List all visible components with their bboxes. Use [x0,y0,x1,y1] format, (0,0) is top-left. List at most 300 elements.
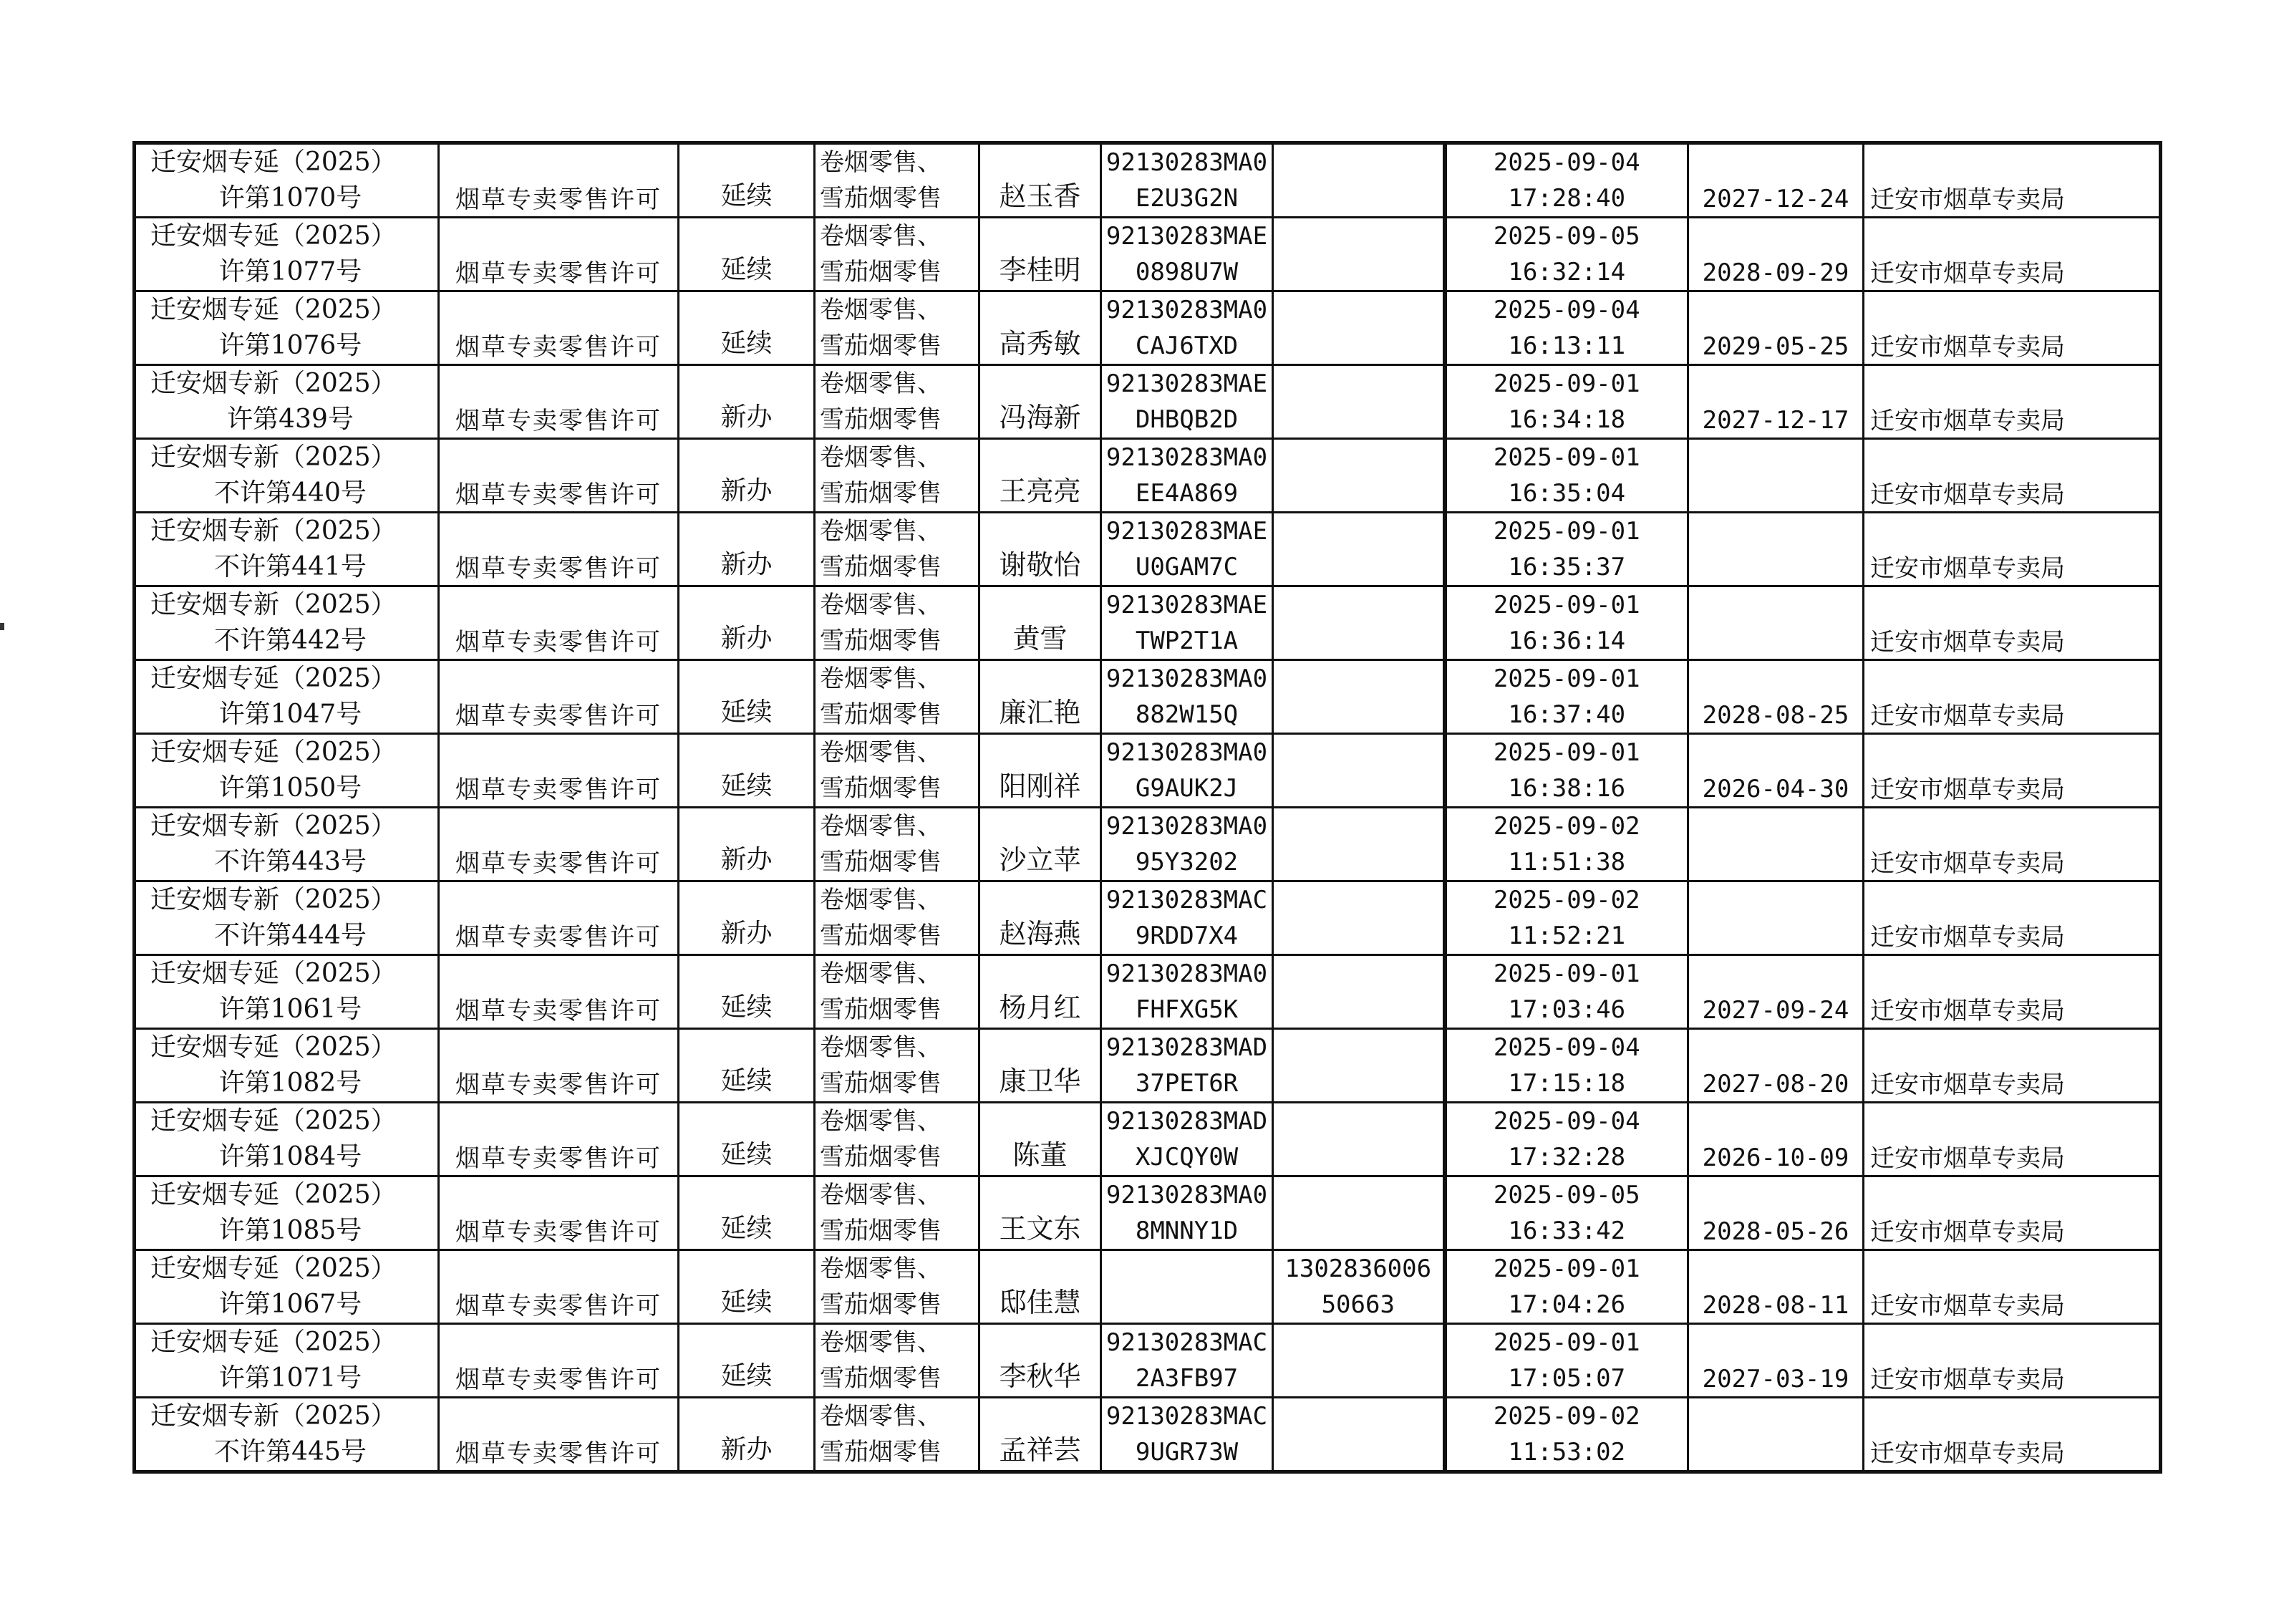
business-scope-line1: 卷烟零售、 [820,148,942,177]
business-scope-line1: 卷烟零售、 [820,960,942,988]
table-row [135,1324,2161,1398]
table-row [135,808,2161,881]
decision-date: 2025-09-01 [1493,960,1640,988]
permit-number-cell [135,291,439,365]
business-scope-line1: 卷烟零售、 [820,591,942,619]
credit-code-cell [1101,1176,1273,1250]
permit-type-cell: 烟草专卖零售许可 [439,1398,679,1472]
business-scope-cell [815,808,979,881]
permit-type-cell: 烟草专卖零售许可 [439,955,679,1029]
application-kind-cell: 延续 [679,1250,815,1324]
credit-code-cell [1101,143,1273,218]
authority-cell: 迁安市烟草专卖局 [1864,1250,2161,1324]
credit-code-line1: 92130283MAE [1105,517,1268,546]
holder-name-cell: 赵玉香 [979,143,1101,218]
credit-code-line1: 92130283MAD [1105,1107,1268,1136]
decision-clock: 17:28:40 [1508,184,1626,213]
permit-number-line2: 许第1071号 [218,1363,362,1393]
business-scope-cell [815,1029,979,1103]
decision-time-cell [1445,660,1688,734]
credit-code-cell [1101,881,1273,955]
business-scope-cell [815,1103,979,1176]
credit-code-cell [1101,1250,1273,1324]
holder-name-cell: 阳刚祥 [979,734,1101,808]
business-scope-line2: 雪茄烟零售 [820,1069,942,1098]
id-number-cell [1273,439,1445,513]
permit-type-cell: 烟草专卖零售许可 [439,1324,679,1398]
application-kind-cell: 延续 [679,1103,815,1176]
decision-date: 2025-09-04 [1493,296,1640,324]
decision-clock: 16:36:14 [1508,627,1626,655]
business-scope-line2: 雪茄烟零售 [820,405,942,434]
application-kind-cell: 新办 [679,1398,815,1472]
credit-code-line1: 92130283MAE [1105,591,1268,619]
decision-time-cell [1445,291,1688,365]
decision-date: 2025-09-05 [1493,222,1640,251]
permit-table [132,141,2162,1474]
business-scope-line2: 雪茄烟零售 [820,1217,942,1245]
credit-code-line2: 882W15Q [1135,700,1239,729]
decision-clock: 16:37:40 [1508,700,1626,729]
decision-date: 2025-09-05 [1493,1181,1640,1209]
id-number-cell [1273,1324,1445,1398]
credit-code-line2: 9RDD7X4 [1135,922,1239,950]
permit-number-line1: 迁安烟专延（2025） [150,221,397,251]
decision-clock: 16:13:11 [1508,332,1626,360]
holder-name-cell: 冯海新 [979,365,1101,439]
business-scope-cell [815,365,979,439]
business-scope-cell [815,291,979,365]
credit-code-cell [1101,1398,1273,1472]
business-scope-cell [815,586,979,660]
application-kind-cell: 延续 [679,218,815,291]
decision-time-cell [1445,218,1688,291]
holder-name-cell: 康卫华 [979,1029,1101,1103]
authority-cell: 迁安市烟草专卖局 [1864,1176,2161,1250]
permit-number-line2: 许第1047号 [218,700,362,729]
business-scope-line2: 雪茄烟零售 [820,922,942,950]
authority-cell: 迁安市烟草专卖局 [1864,439,2161,513]
decision-clock: 17:05:07 [1508,1364,1626,1393]
permit-number-cell [135,513,439,586]
business-scope-line1: 卷烟零售、 [820,296,942,324]
expiry-date-cell: 2026-10-09 [1688,1103,1864,1176]
permit-type-cell: 烟草专卖零售许可 [439,660,679,734]
application-kind-cell: 新办 [679,808,815,881]
authority-cell: 迁安市烟草专卖局 [1864,291,2161,365]
decision-time-cell [1445,1398,1688,1472]
business-scope-cell [815,143,979,218]
permit-number-line1: 迁安烟专延（2025） [150,1328,397,1357]
business-scope-line2: 雪茄烟零售 [820,1290,942,1319]
table-row [135,881,2161,955]
business-scope-line2: 雪茄烟零售 [820,700,942,729]
business-scope-line1: 卷烟零售、 [820,1107,942,1136]
expiry-date-cell: 2027-12-17 [1688,365,1864,439]
business-scope-line2: 雪茄烟零售 [820,774,942,803]
id-number-cell [1273,881,1445,955]
application-kind-cell: 延续 [679,291,815,365]
permit-number-line2: 许第1076号 [218,331,362,360]
table-row [135,513,2161,586]
table-row [135,734,2161,808]
business-scope-line1: 卷烟零售、 [820,517,942,546]
permit-type-cell: 烟草专卖零售许可 [439,291,679,365]
application-kind-cell: 新办 [679,881,815,955]
business-scope-cell [815,734,979,808]
table-row [135,439,2161,513]
credit-code-cell [1101,291,1273,365]
permit-type-cell: 烟草专卖零售许可 [439,1103,679,1176]
permit-number-cell [135,955,439,1029]
permit-number-cell [135,143,439,218]
decision-clock: 16:34:18 [1508,405,1626,434]
holder-name-cell: 邸佳慧 [979,1250,1101,1324]
decision-date: 2025-09-02 [1493,886,1640,914]
credit-code-cell [1101,365,1273,439]
business-scope-cell [815,881,979,955]
application-kind-cell: 延续 [679,1324,815,1398]
permit-number-line1: 迁安烟专新（2025） [150,590,397,619]
permit-number-line1: 迁安烟专新（2025） [150,811,397,841]
id-number-cell [1273,1176,1445,1250]
business-scope-line1: 卷烟零售、 [820,1255,942,1283]
credit-code-line2: 8MNNY1D [1135,1217,1239,1245]
business-scope-line1: 卷烟零售、 [820,222,942,251]
permit-number-cell [135,439,439,513]
permit-number-line2: 不许第445号 [214,1437,367,1466]
decision-time-cell [1445,1324,1688,1398]
permit-number-line2: 不许第442号 [214,626,367,655]
application-kind-cell: 延续 [679,734,815,808]
business-scope-line1: 卷烟零售、 [820,664,942,693]
decision-clock: 11:52:21 [1508,922,1626,950]
decision-time-cell [1445,1029,1688,1103]
expiry-date-cell: 2028-09-29 [1688,218,1864,291]
credit-code-line1: 92130283MA0 [1105,812,1268,841]
holder-name-cell: 王文东 [979,1176,1101,1250]
credit-code-cell [1101,955,1273,1029]
decision-time-cell [1445,439,1688,513]
permit-number-line1: 迁安烟专延（2025） [150,1106,397,1136]
credit-code-line2: 2A3FB97 [1135,1364,1239,1393]
permit-number-line2: 许第1082号 [218,1068,362,1098]
credit-code-cell [1101,218,1273,291]
permit-type-cell: 烟草专卖零售许可 [439,586,679,660]
id-number-cell [1273,365,1445,439]
credit-code-line1: 92130283MA0 [1105,296,1268,324]
permit-number-line1: 迁安烟专延（2025） [150,738,397,767]
authority-cell: 迁安市烟草专卖局 [1864,808,2161,881]
business-scope-line1: 卷烟零售、 [820,1402,942,1431]
permit-type-cell: 烟草专卖零售许可 [439,1176,679,1250]
credit-code-line1: 92130283MAC [1105,1328,1268,1357]
expiry-date-cell: 2027-03-19 [1688,1324,1864,1398]
authority-cell: 迁安市烟草专卖局 [1864,1029,2161,1103]
table-row [135,660,2161,734]
permit-number-line2: 许第1050号 [218,773,362,803]
decision-time-cell [1445,143,1688,218]
holder-name-cell: 沙立苹 [979,808,1101,881]
application-kind-cell: 新办 [679,513,815,586]
decision-clock: 11:51:38 [1508,848,1626,876]
decision-date: 2025-09-01 [1493,738,1640,767]
business-scope-line2: 雪茄烟零售 [820,1438,942,1466]
credit-code-cell [1101,1324,1273,1398]
authority-cell: 迁安市烟草专卖局 [1864,218,2161,291]
application-kind-cell: 延续 [679,660,815,734]
decision-time-cell [1445,808,1688,881]
permit-number-line1: 迁安烟专新（2025） [150,369,397,398]
authority-cell: 迁安市烟草专卖局 [1864,881,2161,955]
credit-code-line2: DHBQB2D [1135,405,1239,434]
business-scope-line1: 卷烟零售、 [820,738,942,767]
permit-type-cell: 烟草专卖零售许可 [439,1029,679,1103]
credit-code-cell [1101,660,1273,734]
business-scope-line2: 雪茄烟零售 [820,1364,942,1393]
decision-date: 2025-09-04 [1493,148,1640,177]
decision-clock: 16:38:16 [1508,774,1626,803]
authority-cell: 迁安市烟草专卖局 [1864,143,2161,218]
expiry-date-cell [1688,513,1864,586]
id-number-cell [1273,660,1445,734]
permit-number-cell [135,1250,439,1324]
table-row [135,586,2161,660]
table-row [135,1398,2161,1472]
expiry-date-cell [1688,1398,1864,1472]
credit-code-line1: 92130283MA0 [1105,960,1268,988]
id-number-cell [1273,586,1445,660]
id-number-line1: 1302836006 [1284,1255,1432,1283]
authority-cell: 迁安市烟草专卖局 [1864,1398,2161,1472]
credit-code-cell [1101,1103,1273,1176]
business-scope-cell [815,513,979,586]
table-row [135,955,2161,1029]
application-kind-cell: 新办 [679,586,815,660]
business-scope-cell [815,218,979,291]
application-kind-cell: 延续 [679,1029,815,1103]
permit-number-cell [135,660,439,734]
business-scope-line1: 卷烟零售、 [820,1328,942,1357]
id-number-cell [1273,218,1445,291]
table-row [135,218,2161,291]
credit-code-line2: EE4A869 [1135,479,1239,508]
table-row [135,1103,2161,1176]
permit-number-line1: 迁安烟专新（2025） [150,1401,397,1431]
business-scope-line2: 雪茄烟零售 [820,627,942,655]
id-number-cell [1273,955,1445,1029]
table-row [135,291,2161,365]
expiry-date-cell [1688,439,1864,513]
permit-number-cell [135,218,439,291]
decision-clock: 17:04:26 [1508,1290,1626,1319]
authority-cell: 迁安市烟草专卖局 [1864,1103,2161,1176]
decision-time-cell [1445,955,1688,1029]
permit-type-cell: 烟草专卖零售许可 [439,881,679,955]
business-scope-line2: 雪茄烟零售 [820,848,942,876]
credit-code-line1: 92130283MA0 [1105,664,1268,693]
permit-number-cell [135,365,439,439]
credit-code-line1: 92130283MA0 [1105,148,1268,177]
credit-code-cell [1101,586,1273,660]
business-scope-line1: 卷烟零售、 [820,443,942,472]
business-scope-line2: 雪茄烟零售 [820,479,942,508]
credit-code-line2: 95Y3202 [1135,848,1239,876]
application-kind-cell: 延续 [679,143,815,218]
permit-number-line1: 迁安烟专延（2025） [150,148,397,177]
credit-code-line2: U0GAM7C [1135,553,1239,581]
permit-number-line1: 迁安烟专延（2025） [150,664,397,693]
holder-name-cell: 高秀敏 [979,291,1101,365]
permit-type-cell: 烟草专卖零售许可 [439,808,679,881]
credit-code-line1: 92130283MA0 [1105,1181,1268,1209]
permit-number-line1: 迁安烟专新（2025） [150,443,397,472]
permit-number-line2: 许第1067号 [218,1290,362,1319]
permit-number-line1: 迁安烟专延（2025） [150,1033,397,1062]
decision-date: 2025-09-01 [1493,443,1640,472]
credit-code-line2: G9AUK2J [1135,774,1239,803]
expiry-date-cell: 2028-05-26 [1688,1176,1864,1250]
holder-name-cell: 赵海燕 [979,881,1101,955]
permit-type-cell: 烟草专卖零售许可 [439,218,679,291]
authority-cell: 迁安市烟草专卖局 [1864,1324,2161,1398]
permit-rows [135,143,2161,1472]
decision-time-cell [1445,734,1688,808]
holder-name-cell: 杨月红 [979,955,1101,1029]
decision-clock: 17:32:28 [1508,1143,1626,1171]
credit-code-line1: 92130283MAC [1105,1402,1268,1431]
application-kind-cell: 新办 [679,365,815,439]
credit-code-line2: XJCQY0W [1135,1143,1239,1171]
decision-time-cell [1445,881,1688,955]
decision-time-cell [1445,365,1688,439]
credit-code-cell [1101,808,1273,881]
business-scope-line2: 雪茄烟零售 [820,332,942,360]
decision-time-cell [1445,513,1688,586]
scan-margin-mark [0,623,4,630]
id-number-cell [1273,734,1445,808]
permit-number-cell [135,808,439,881]
authority-cell: 迁安市烟草专卖局 [1864,365,2161,439]
business-scope-line2: 雪茄烟零售 [820,995,942,1024]
permit-number-line1: 迁安烟专新（2025） [150,885,397,914]
decision-date: 2025-09-01 [1493,1328,1640,1357]
authority-cell: 迁安市烟草专卖局 [1864,660,2161,734]
holder-name-cell: 黄雪 [979,586,1101,660]
decision-date: 2025-09-01 [1493,1255,1640,1283]
credit-code-line2: 9UGR73W [1135,1438,1239,1466]
business-scope-cell [815,439,979,513]
table-row [135,1176,2161,1250]
permit-number-cell [135,1324,439,1398]
credit-code-line2: FHFXG5K [1135,995,1239,1024]
decision-time-cell [1445,1176,1688,1250]
holder-name-cell: 李桂明 [979,218,1101,291]
permit-number-cell [135,1176,439,1250]
holder-name-cell: 廉汇艳 [979,660,1101,734]
permit-number-line2: 不许第444号 [214,921,367,950]
business-scope-line1: 卷烟零售、 [820,812,942,841]
application-kind-cell: 延续 [679,955,815,1029]
permit-number-cell [135,586,439,660]
decision-clock: 16:35:04 [1508,479,1626,508]
permit-number-cell [135,1103,439,1176]
authority-cell: 迁安市烟草专卖局 [1864,734,2161,808]
expiry-date-cell [1688,881,1864,955]
permit-number-line1: 迁安烟专延（2025） [150,1254,397,1283]
holder-name-cell: 陈董 [979,1103,1101,1176]
permit-type-cell: 烟草专卖零售许可 [439,1250,679,1324]
decision-date: 2025-09-01 [1493,369,1640,398]
decision-time-cell [1445,586,1688,660]
id-number-cell [1273,143,1445,218]
business-scope-cell [815,1324,979,1398]
credit-code-line2: TWP2T1A [1135,627,1239,655]
business-scope-line2: 雪茄烟零售 [820,553,942,581]
table-row [135,365,2161,439]
holder-name-cell: 王亮亮 [979,439,1101,513]
credit-code-line1: 92130283MA0 [1105,443,1268,472]
credit-code-line1: 92130283MAC [1105,886,1268,914]
expiry-date-cell: 2027-12-24 [1688,143,1864,218]
credit-code-line1: 92130283MA0 [1105,738,1268,767]
credit-code-cell [1101,734,1273,808]
business-scope-cell [815,1398,979,1472]
holder-name-cell: 李秋华 [979,1324,1101,1398]
permit-type-cell: 烟草专卖零售许可 [439,734,679,808]
permit-number-line2: 许第1084号 [218,1142,362,1171]
application-kind-cell: 新办 [679,439,815,513]
expiry-date-cell: 2026-04-30 [1688,734,1864,808]
id-number-cell [1273,1103,1445,1176]
permit-number-line1: 迁安烟专延（2025） [150,295,397,324]
permit-number-cell [135,734,439,808]
id-number-cell [1273,1398,1445,1472]
permit-number-line1: 迁安烟专延（2025） [150,959,397,988]
permit-number-line2: 不许第443号 [214,847,367,876]
permit-type-cell: 烟草专卖零售许可 [439,439,679,513]
permit-number-line2: 许第1077号 [218,257,362,286]
credit-code-line1: 92130283MAE [1105,222,1268,251]
decision-time-cell [1445,1250,1688,1324]
business-scope-line1: 卷烟零售、 [820,886,942,914]
business-scope-cell [815,660,979,734]
permit-type-cell: 烟草专卖零售许可 [439,513,679,586]
decision-date: 2025-09-02 [1493,1402,1640,1431]
decision-date: 2025-09-01 [1493,591,1640,619]
permit-number-line1: 迁安烟专延（2025） [150,1180,397,1209]
permit-number-cell [135,881,439,955]
id-number-cell [1273,1029,1445,1103]
authority-cell: 迁安市烟草专卖局 [1864,955,2161,1029]
decision-clock: 17:15:18 [1508,1069,1626,1098]
holder-name-cell: 孟祥芸 [979,1398,1101,1472]
expiry-date-cell [1688,586,1864,660]
permit-type-cell: 烟草专卖零售许可 [439,143,679,218]
application-kind-cell: 延续 [679,1176,815,1250]
expiry-date-cell [1688,808,1864,881]
permit-number-cell [135,1029,439,1103]
permit-number-line2: 不许第441号 [214,552,367,581]
id-number-cell [1273,1250,1445,1324]
expiry-date-cell: 2028-08-25 [1688,660,1864,734]
decision-date: 2025-09-01 [1493,664,1640,693]
id-number-cell [1273,808,1445,881]
authority-cell: 迁安市烟草专卖局 [1864,513,2161,586]
business-scope-line1: 卷烟零售、 [820,1033,942,1062]
permit-number-line2: 许第1061号 [218,995,362,1024]
permit-number-line2: 许第1070号 [218,183,362,213]
